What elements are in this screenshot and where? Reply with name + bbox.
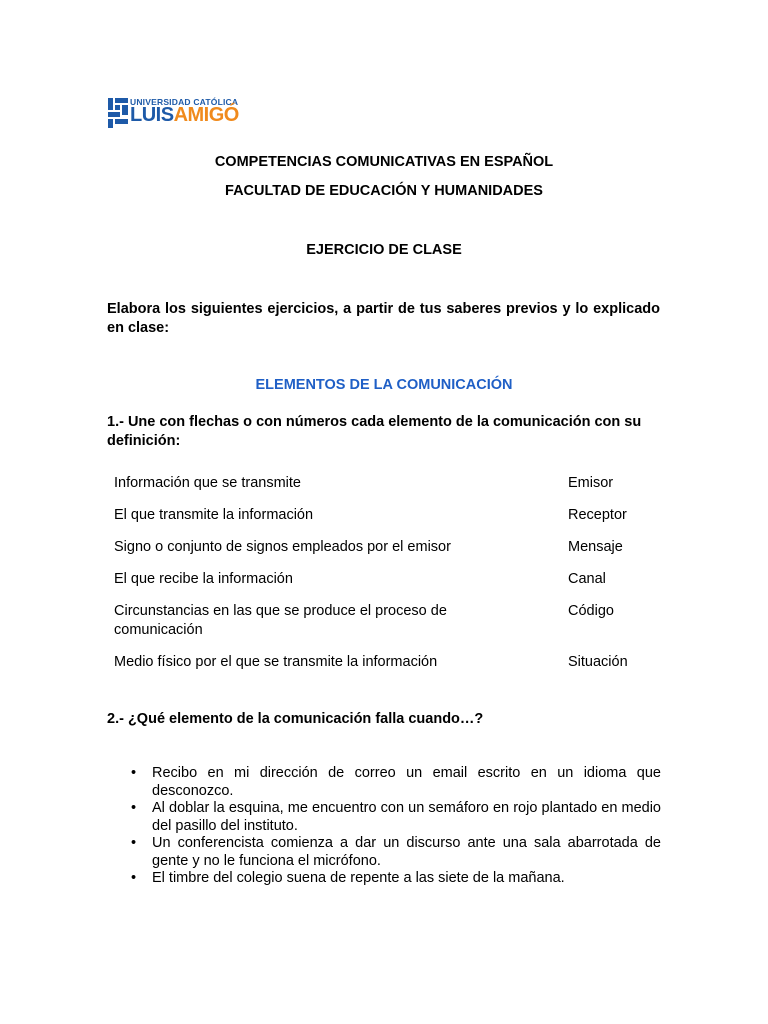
element-term: Código	[568, 603, 614, 619]
list-item	[128, 835, 661, 870]
definition-text: Medio físico por el que se transmite la información	[114, 654, 438, 670]
logo-luis-text: LUIS	[130, 104, 174, 126]
bullet-icon: •	[131, 870, 137, 886]
list-item-text: Recibo en mi dirección de correo un email escrito en un idioma que desconozco.	[152, 765, 661, 799]
question-1: 1.- Une con flechas o con números cada elemento de la comunicación con su definición:	[107, 414, 642, 449]
bullet-icon: •	[131, 835, 137, 851]
logo-emblem-icon	[108, 98, 128, 128]
course-title: COMPETENCIAS COMUNICATIVAS EN ESPAÑOL	[214, 154, 554, 170]
element-term: Situación	[568, 654, 628, 670]
logo-amigo-text: AMIGÓ	[173, 104, 239, 126]
logo-university-label: UNIVERSIDAD CATÓLICA	[130, 97, 239, 107]
section-heading: ELEMENTOS DE LA COMUNICACIÓN	[255, 377, 513, 393]
definition-text: El que recibe la información	[114, 571, 293, 587]
element-term: Emisor	[568, 475, 614, 491]
question-2: 2.- ¿Qué elemento de la comunicación falla cuando…?	[107, 711, 484, 727]
scenario-list	[128, 765, 661, 888]
list-item-text: Un conferencista comienza a dar un discurso ante una sala abarrotada de gente y no le funciona el micrófono.	[152, 835, 661, 869]
list-item-text: Al doblar la esquina, me encuentro con un semáforo en rojo plantado en medio del pasillo del instituto.	[152, 800, 661, 834]
logo-wordmark	[130, 104, 239, 127]
definition-text: Circunstancias en las que se produce el proceso de comunicación	[114, 603, 447, 638]
element-term: Canal	[568, 571, 606, 587]
definition-text: El que transmite la información	[114, 507, 314, 523]
bullet-icon: •	[131, 800, 137, 816]
faculty-title: FACULTAD DE EDUCACIÓN Y HUMANIDADES	[225, 183, 543, 199]
bullet-icon: •	[131, 765, 137, 781]
definition-text: Información que se transmite	[114, 475, 301, 491]
university-logo	[108, 96, 248, 130]
element-term: Mensaje	[568, 539, 623, 555]
list-item	[128, 800, 661, 835]
exercise-title: EJERCICIO DE CLASE	[306, 242, 462, 258]
list-item	[128, 870, 661, 888]
list-item-text: El timbre del colegio suena de repente a las siete de la mañana.	[152, 870, 565, 886]
element-term: Receptor	[568, 507, 627, 523]
definition-text: Signo o conjunto de signos empleados por el emisor	[114, 539, 451, 555]
intro-paragraph: Elabora los siguientes ejercicios, a partir de tus saberes previos y lo explicado en clase:	[107, 301, 660, 336]
list-item	[128, 765, 661, 800]
